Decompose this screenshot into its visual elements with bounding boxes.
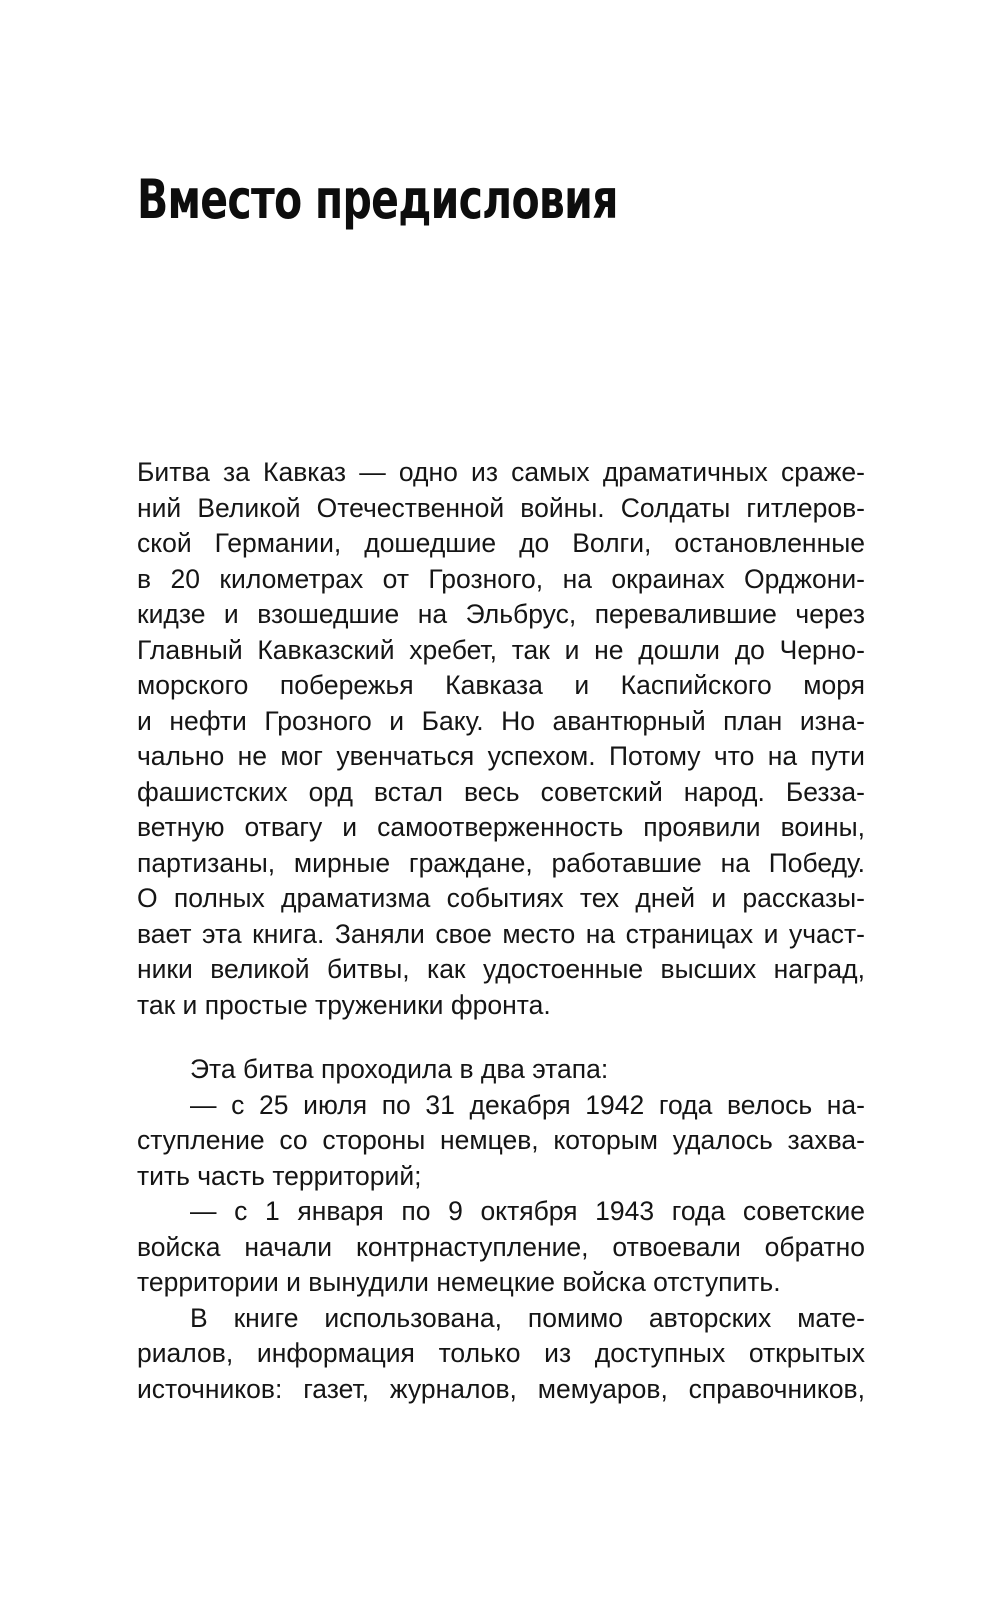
text-line: чально не мог увенчаться успехом. Потому что на пути <box>137 741 865 771</box>
text-line: тить часть территорий; <box>137 1160 422 1191</box>
text-line: морского побережья Кавказа и Каспийского моря <box>137 670 865 700</box>
text-line: вает эта книга. Заняли свое место на страницах и участ- <box>137 918 865 949</box>
text-line: ступление со стороны немцев, которым удалось захва- <box>137 1125 865 1155</box>
text-line: фашистских орд встал весь советский народ. Безза- <box>137 776 865 807</box>
text-line: Эта битва проходила в два этапа: <box>190 1054 609 1084</box>
intro-paragraph <box>137 455 865 1023</box>
text-line: ветную отвагу и самоотверженность проявили воины, <box>137 812 865 842</box>
text-line: В книге использована, помимо авторских мате- <box>190 1302 865 1333</box>
text-line: партизаны, мирные граждане, работавшие на Победу. <box>137 847 865 878</box>
text-line: ний Великой Отечественной войны. Солдаты гитлеров- <box>137 492 865 523</box>
page-title: Вместо предисловия <box>137 168 618 231</box>
text-line: — с 1 января по 9 октября 1943 года советские <box>190 1196 865 1226</box>
text-line: ской Германии, дошедшие до Волги, остановленные <box>137 528 865 558</box>
text-line: источников: газет, журналов, мемуаров, справочников, <box>137 1373 865 1404</box>
text-line: в 20 километрах от Грозного, на окраинах Орджони- <box>137 563 865 594</box>
text-line: территории и вынудили немецкие войска отступить. <box>137 1267 781 1297</box>
text-line: О полных драматизма событиях тех дней и рассказы- <box>137 883 865 913</box>
stages-paragraph <box>137 1052 865 1407</box>
text-line: войска начали контрнаступление, отвоевали обратно <box>137 1231 865 1262</box>
text-line: Битва за Кавказ — одно из самых драматичных сраже- <box>137 457 865 487</box>
text-line: так и простые труженики фронта. <box>137 989 551 1020</box>
text-line: и нефти Грозного и Баку. Но авантюрный план изна- <box>137 705 865 736</box>
text-line: риалов, информация только из доступных открытых <box>137 1338 865 1368</box>
text-line: — с 25 июля по 31 декабря 1942 года велось на- <box>190 1089 865 1120</box>
text-line: кидзе и взошедшие на Эльбрус, перевалившие через <box>137 599 865 629</box>
text-line: Главный Кавказский хребет, так и не дошли до Черно- <box>137 634 865 665</box>
text-line: ники великой битвы, как удостоенные высших наград, <box>137 954 865 984</box>
